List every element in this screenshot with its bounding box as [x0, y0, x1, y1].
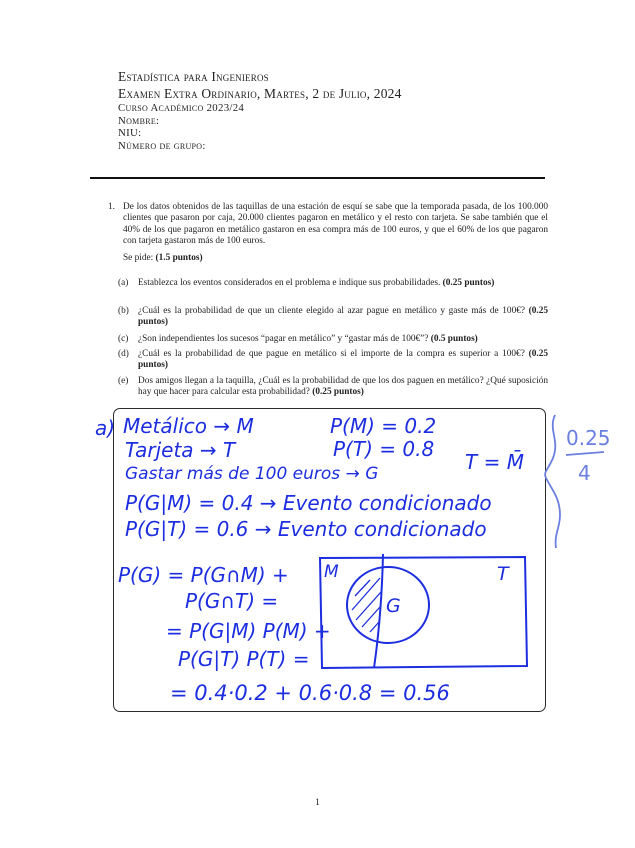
question-points: (1.5 puntos) [155, 253, 203, 263]
part-points: (0.25 puntos) [442, 278, 495, 288]
score-brace [545, 415, 560, 548]
part-points: (0.5 puntos) [430, 334, 478, 344]
course-title: Estadística para Ingenieros [118, 69, 269, 84]
hw-tarjeta: Tarjeta → T [125, 438, 236, 462]
part-text: Establezca los eventos considerados en el problema e indique sus probabilidades. [138, 278, 441, 288]
hw-calc-4: P(G|T) P(T) = [178, 647, 310, 671]
venn-hatch [352, 578, 381, 632]
academic-year: Curso Académico 2023/24 [118, 102, 245, 114]
hw-pgt: P(G|T) = 0.6 → Evento condicionado [125, 517, 487, 541]
venn-label-t: T [497, 563, 509, 585]
hw-calc-2: P(G∩T) = [185, 589, 279, 613]
hw-pm: P(M) = 0.2 [330, 414, 437, 438]
venn-diagram [320, 554, 527, 668]
question-text: De los datos obtenidos de las taquillas de una estación de esquí se sabe que la temporada pasada, de los 100.000 clientes que pasaron por caja, 20.000 clientes pagaron en metálico y el resto con tarjeta. Se sabe también que el 40% de los que pagaron en metálico gastaron en esa compra más de 100 euros, y que el 60% de los que pagaron con tarjeta gastaron más de 100 euros. [123, 202, 548, 246]
part-label: (b) [118, 306, 129, 316]
hw-pgm: P(G|M) = 0.4 → Evento condicionado [125, 491, 492, 515]
part-label: (a) [118, 278, 129, 288]
part-points: (0.25 puntos) [138, 349, 548, 371]
hw-calc-1: P(G) = P(G∩M) + [118, 563, 289, 587]
score-annotation [545, 415, 610, 548]
part-points: (0.25 puntos) [138, 306, 548, 328]
page-number: 1 [315, 798, 320, 808]
score-fraction-bar [566, 452, 604, 455]
part-text: ¿Cuál es la probabilidad de que un cliente elegido al azar pague en metálico y gaste más de 100€? [138, 306, 526, 316]
score-numerator: 0.25 [566, 426, 611, 450]
question-number: 1. [108, 202, 115, 212]
se-pide-label: Se pide: [123, 253, 154, 263]
hw-tdef: T = M̄ [465, 450, 524, 474]
name-label: Nombre: [118, 114, 160, 127]
score-denominator: 4 [578, 461, 591, 485]
hw-gastar: Gastar más de 100 euros → G [125, 464, 379, 484]
venn-label-m: M [324, 562, 339, 582]
part-label: (d) [118, 349, 129, 359]
part-label: (c) [118, 334, 129, 344]
hw-pt: P(T) = 0.8 [333, 437, 435, 461]
group-label: Número de grupo: [118, 139, 206, 152]
part-label: (e) [118, 376, 129, 386]
venn-universe [320, 557, 527, 668]
exam-title: Examen Extra Ordinario, Martes, 2 de Julio, 2024 [118, 86, 402, 101]
niu-label: NIU: [118, 127, 142, 139]
hw-calc-3: = P(G|M) P(M) + [166, 619, 331, 643]
venn-divider [374, 554, 383, 668]
part-text: Dos amigos llegan a la taquilla, ¿Cuál es la probabilidad de que los dos paguen en metálico? ¿Qué suposición hay que hacer para calcular esta probabilidad? [138, 376, 548, 398]
hw-part-label: a) [95, 416, 116, 440]
hw-metalico: Metálico → M [123, 414, 254, 438]
part-points: (0.25 puntos) [312, 387, 364, 398]
venn-label-g: G [386, 595, 401, 617]
part-text: ¿Son independientes los sucesos “pagar en metálico” y “gastar más de 100€”? [138, 334, 429, 344]
part-text: ¿Cuál es la probabilidad de que pague en metálico si el importe de la compra es superior a 100€? [138, 349, 525, 359]
hw-calc-5: = 0.4·0.2 + 0.6·0.8 = 0.56 [170, 681, 450, 705]
